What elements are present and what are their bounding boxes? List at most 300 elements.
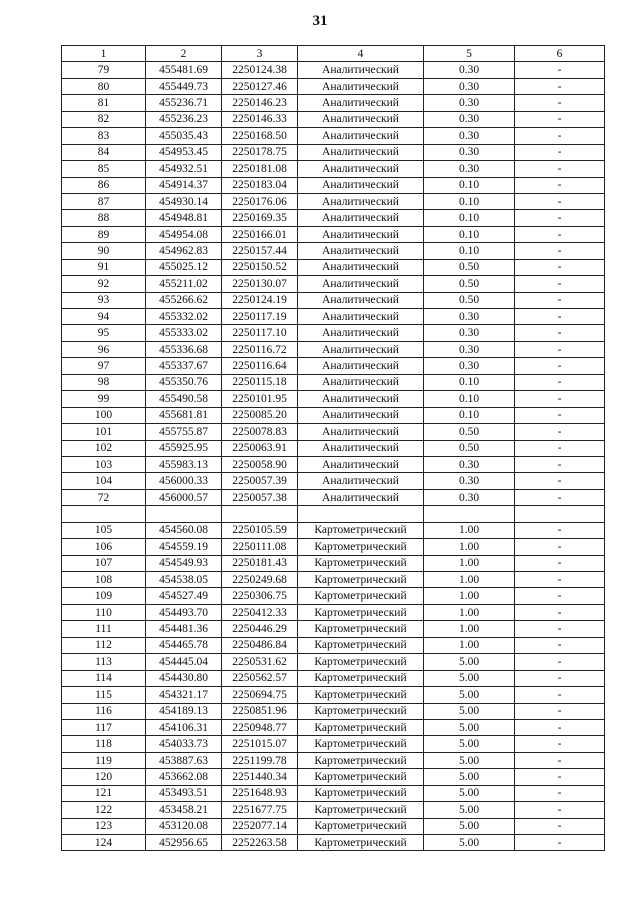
point-number-cell: 109 xyxy=(62,588,146,604)
header-row xyxy=(62,46,605,62)
table-row-empty xyxy=(62,506,605,522)
method-cell: Аналитический xyxy=(298,358,424,374)
y-coordinate-cell: 2250124.19 xyxy=(222,292,298,308)
accuracy-cell: 1.00 xyxy=(424,572,515,588)
y-coordinate-cell: 2250531.62 xyxy=(222,654,298,670)
method-cell: Аналитический xyxy=(298,341,424,357)
note-cell: - xyxy=(515,210,605,226)
note-cell: - xyxy=(515,95,605,111)
y-coordinate-cell: 2250446.29 xyxy=(222,621,298,637)
x-coordinate-cell: 454948.81 xyxy=(146,210,222,226)
accuracy-cell: 0.50 xyxy=(424,259,515,275)
table-row xyxy=(62,358,605,374)
method-cell: Аналитический xyxy=(298,111,424,127)
point-number-cell: 81 xyxy=(62,95,146,111)
point-number-cell: 107 xyxy=(62,555,146,571)
table-row xyxy=(62,572,605,588)
header-cell: 3 xyxy=(222,46,298,62)
table-row xyxy=(62,226,605,242)
x-coordinate-cell: 456000.57 xyxy=(146,489,222,505)
y-coordinate-cell: 2250851.96 xyxy=(222,703,298,719)
point-number-cell: 96 xyxy=(62,341,146,357)
x-coordinate-cell: 454445.04 xyxy=(146,654,222,670)
note-cell: - xyxy=(515,522,605,538)
table-row xyxy=(62,736,605,752)
method-cell: Аналитический xyxy=(298,309,424,325)
method-cell: Картометрический xyxy=(298,654,424,670)
note-cell: - xyxy=(515,177,605,193)
point-number-cell: 91 xyxy=(62,259,146,275)
table-row xyxy=(62,637,605,653)
y-coordinate-cell: 2250058.90 xyxy=(222,456,298,472)
accuracy-cell: 1.00 xyxy=(424,555,515,571)
accuracy-cell: 5.00 xyxy=(424,654,515,670)
note-cell: - xyxy=(515,128,605,144)
point-number-cell: 82 xyxy=(62,111,146,127)
table-row xyxy=(62,440,605,456)
y-coordinate-cell: 2250105.59 xyxy=(222,522,298,538)
method-cell: Аналитический xyxy=(298,177,424,193)
note-cell: - xyxy=(515,539,605,555)
note-cell: - xyxy=(515,621,605,637)
accuracy-cell: 1.00 xyxy=(424,621,515,637)
note-cell: - xyxy=(515,374,605,390)
point-number-cell: 101 xyxy=(62,424,146,440)
method-cell: Аналитический xyxy=(298,210,424,226)
table-row xyxy=(62,407,605,423)
note-cell: - xyxy=(515,687,605,703)
x-coordinate-cell: 453458.21 xyxy=(146,802,222,818)
point-number-cell xyxy=(62,506,146,522)
note-cell: - xyxy=(515,637,605,653)
accuracy-cell: 0.30 xyxy=(424,111,515,127)
point-number-cell: 88 xyxy=(62,210,146,226)
point-number-cell: 118 xyxy=(62,736,146,752)
accuracy-cell: 0.10 xyxy=(424,210,515,226)
accuracy-cell: 0.50 xyxy=(424,276,515,292)
table-row xyxy=(62,604,605,620)
table-row xyxy=(62,555,605,571)
y-coordinate-cell: 2251677.75 xyxy=(222,802,298,818)
table-row xyxy=(62,687,605,703)
point-number-cell: 106 xyxy=(62,539,146,555)
y-coordinate-cell: 2250562.57 xyxy=(222,670,298,686)
y-coordinate-cell: 2251440.34 xyxy=(222,769,298,785)
table-row xyxy=(62,473,605,489)
accuracy-cell: 0.10 xyxy=(424,407,515,423)
y-coordinate-cell: 2250150.52 xyxy=(222,259,298,275)
accuracy-cell: 5.00 xyxy=(424,703,515,719)
y-coordinate-cell: 2250057.39 xyxy=(222,473,298,489)
accuracy-cell: 0.30 xyxy=(424,473,515,489)
note-cell xyxy=(515,506,605,522)
y-coordinate-cell: 2250117.19 xyxy=(222,309,298,325)
point-number-cell: 121 xyxy=(62,785,146,801)
note-cell: - xyxy=(515,818,605,834)
table-row xyxy=(62,456,605,472)
table-row xyxy=(62,802,605,818)
x-coordinate-cell: 455481.69 xyxy=(146,62,222,78)
point-number-cell: 124 xyxy=(62,835,146,851)
accuracy-cell: 0.30 xyxy=(424,62,515,78)
point-number-cell: 111 xyxy=(62,621,146,637)
note-cell: - xyxy=(515,424,605,440)
note-cell: - xyxy=(515,785,605,801)
accuracy-cell: 0.30 xyxy=(424,456,515,472)
note-cell: - xyxy=(515,161,605,177)
y-coordinate-cell: 2251199.78 xyxy=(222,752,298,768)
y-coordinate-cell: 2252077.14 xyxy=(222,818,298,834)
accuracy-cell: 0.50 xyxy=(424,292,515,308)
x-coordinate-cell: 455755.87 xyxy=(146,424,222,440)
method-cell: Картометрический xyxy=(298,818,424,834)
method-cell: Картометрический xyxy=(298,522,424,538)
note-cell: - xyxy=(515,111,605,127)
table-row xyxy=(62,309,605,325)
point-number-cell: 83 xyxy=(62,128,146,144)
method-cell xyxy=(298,506,424,522)
x-coordinate-cell: 455350.76 xyxy=(146,374,222,390)
note-cell: - xyxy=(515,325,605,341)
note-cell: - xyxy=(515,670,605,686)
accuracy-cell: 1.00 xyxy=(424,637,515,653)
method-cell: Картометрический xyxy=(298,785,424,801)
x-coordinate-cell: 455236.23 xyxy=(146,111,222,127)
note-cell: - xyxy=(515,572,605,588)
y-coordinate-cell: 2250169.35 xyxy=(222,210,298,226)
point-number-cell: 80 xyxy=(62,78,146,94)
table-row xyxy=(62,539,605,555)
x-coordinate-cell: 454954.08 xyxy=(146,226,222,242)
point-number-cell: 110 xyxy=(62,604,146,620)
note-cell: - xyxy=(515,835,605,851)
y-coordinate-cell: 2250130.07 xyxy=(222,276,298,292)
y-coordinate-cell: 2250115.18 xyxy=(222,374,298,390)
note-cell: - xyxy=(515,654,605,670)
accuracy-cell: 0.30 xyxy=(424,128,515,144)
y-coordinate-cell: 2250157.44 xyxy=(222,243,298,259)
table-row xyxy=(62,177,605,193)
y-coordinate-cell: 2250486.84 xyxy=(222,637,298,653)
point-number-cell: 72 xyxy=(62,489,146,505)
note-cell: - xyxy=(515,489,605,505)
point-number-cell: 79 xyxy=(62,62,146,78)
method-cell: Картометрический xyxy=(298,769,424,785)
note-cell: - xyxy=(515,555,605,571)
note-cell: - xyxy=(515,309,605,325)
point-number-cell: 122 xyxy=(62,802,146,818)
point-number-cell: 95 xyxy=(62,325,146,341)
table-row xyxy=(62,670,605,686)
note-cell: - xyxy=(515,144,605,160)
accuracy-cell: 0.10 xyxy=(424,226,515,242)
accuracy-cell: 0.10 xyxy=(424,193,515,209)
note-cell: - xyxy=(515,276,605,292)
x-coordinate-cell: 455449.73 xyxy=(146,78,222,94)
accuracy-cell: 5.00 xyxy=(424,752,515,768)
point-number-cell: 115 xyxy=(62,687,146,703)
accuracy-cell: 5.00 xyxy=(424,736,515,752)
y-coordinate-cell: 2252263.58 xyxy=(222,835,298,851)
table-row xyxy=(62,78,605,94)
method-cell: Картометрический xyxy=(298,835,424,851)
table-row xyxy=(62,276,605,292)
note-cell: - xyxy=(515,456,605,472)
method-cell: Аналитический xyxy=(298,292,424,308)
accuracy-cell: 5.00 xyxy=(424,835,515,851)
y-coordinate-cell xyxy=(222,506,298,522)
accuracy-cell: 0.30 xyxy=(424,144,515,160)
y-coordinate-cell: 2250117.10 xyxy=(222,325,298,341)
accuracy-cell: 0.50 xyxy=(424,424,515,440)
y-coordinate-cell: 2250078.83 xyxy=(222,424,298,440)
x-coordinate-cell: 454559.19 xyxy=(146,539,222,555)
point-number-cell: 84 xyxy=(62,144,146,160)
x-coordinate-cell: 454560.08 xyxy=(146,522,222,538)
x-coordinate-cell: 455236.71 xyxy=(146,95,222,111)
point-number-cell: 119 xyxy=(62,752,146,768)
accuracy-cell: 0.10 xyxy=(424,177,515,193)
y-coordinate-cell: 2250181.43 xyxy=(222,555,298,571)
accuracy-cell xyxy=(424,506,515,522)
accuracy-cell: 5.00 xyxy=(424,719,515,735)
x-coordinate-cell: 454538.05 xyxy=(146,572,222,588)
x-coordinate-cell: 453662.08 xyxy=(146,769,222,785)
x-coordinate-cell: 454481.36 xyxy=(146,621,222,637)
y-coordinate-cell: 2250111.08 xyxy=(222,539,298,555)
point-number-cell: 112 xyxy=(62,637,146,653)
accuracy-cell: 0.30 xyxy=(424,325,515,341)
point-number-cell: 104 xyxy=(62,473,146,489)
x-coordinate-cell: 455337.67 xyxy=(146,358,222,374)
method-cell: Аналитический xyxy=(298,424,424,440)
table-row xyxy=(62,785,605,801)
method-cell: Аналитический xyxy=(298,128,424,144)
y-coordinate-cell: 2250183.04 xyxy=(222,177,298,193)
method-cell: Аналитический xyxy=(298,440,424,456)
y-coordinate-cell: 2250249.68 xyxy=(222,572,298,588)
table-row xyxy=(62,654,605,670)
x-coordinate-cell: 453493.51 xyxy=(146,785,222,801)
x-coordinate-cell: 454930.14 xyxy=(146,193,222,209)
table-row xyxy=(62,128,605,144)
table-row xyxy=(62,489,605,505)
point-number-cell: 85 xyxy=(62,161,146,177)
method-cell: Картометрический xyxy=(298,572,424,588)
method-cell: Аналитический xyxy=(298,473,424,489)
table-row xyxy=(62,325,605,341)
coordinates-table xyxy=(61,45,605,851)
point-number-cell: 90 xyxy=(62,243,146,259)
accuracy-cell: 0.30 xyxy=(424,161,515,177)
method-cell: Картометрический xyxy=(298,621,424,637)
accuracy-cell: 5.00 xyxy=(424,769,515,785)
point-number-cell: 99 xyxy=(62,391,146,407)
y-coordinate-cell: 2250101.95 xyxy=(222,391,298,407)
point-number-cell: 114 xyxy=(62,670,146,686)
x-coordinate-cell: 455490.58 xyxy=(146,391,222,407)
accuracy-cell: 0.30 xyxy=(424,489,515,505)
point-number-cell: 102 xyxy=(62,440,146,456)
note-cell: - xyxy=(515,259,605,275)
x-coordinate-cell: 455332.02 xyxy=(146,309,222,325)
y-coordinate-cell: 2250178.75 xyxy=(222,144,298,160)
point-number-cell: 103 xyxy=(62,456,146,472)
method-cell: Картометрический xyxy=(298,539,424,555)
x-coordinate-cell: 455333.02 xyxy=(146,325,222,341)
method-cell: Аналитический xyxy=(298,144,424,160)
note-cell: - xyxy=(515,752,605,768)
note-cell: - xyxy=(515,358,605,374)
method-cell: Картометрический xyxy=(298,736,424,752)
page-number: 31 xyxy=(312,13,328,29)
accuracy-cell: 5.00 xyxy=(424,785,515,801)
accuracy-cell: 5.00 xyxy=(424,670,515,686)
method-cell: Аналитический xyxy=(298,407,424,423)
table-header xyxy=(62,46,605,62)
x-coordinate-cell: 454430.80 xyxy=(146,670,222,686)
y-coordinate-cell: 2250085.20 xyxy=(222,407,298,423)
x-coordinate-cell: 454493.70 xyxy=(146,604,222,620)
x-coordinate-cell: 454932.51 xyxy=(146,161,222,177)
method-cell: Аналитический xyxy=(298,193,424,209)
method-cell: Аналитический xyxy=(298,95,424,111)
y-coordinate-cell: 2250057.38 xyxy=(222,489,298,505)
method-cell: Аналитический xyxy=(298,226,424,242)
table-row xyxy=(62,259,605,275)
y-coordinate-cell: 2251648.93 xyxy=(222,785,298,801)
accuracy-cell: 0.30 xyxy=(424,309,515,325)
note-cell: - xyxy=(515,703,605,719)
note-cell: - xyxy=(515,292,605,308)
table-row xyxy=(62,835,605,851)
table-row xyxy=(62,621,605,637)
note-cell: - xyxy=(515,391,605,407)
header-cell: 4 xyxy=(298,46,424,62)
accuracy-cell: 1.00 xyxy=(424,522,515,538)
x-coordinate-cell: 455035.43 xyxy=(146,128,222,144)
x-coordinate-cell: 454033.73 xyxy=(146,736,222,752)
accuracy-cell: 0.10 xyxy=(424,374,515,390)
method-cell: Картометрический xyxy=(298,555,424,571)
x-coordinate-cell: 454465.78 xyxy=(146,637,222,653)
accuracy-cell: 0.30 xyxy=(424,78,515,94)
y-coordinate-cell: 2250948.77 xyxy=(222,719,298,735)
x-coordinate-cell: 455266.62 xyxy=(146,292,222,308)
note-cell: - xyxy=(515,802,605,818)
method-cell: Картометрический xyxy=(298,588,424,604)
point-number-cell: 87 xyxy=(62,193,146,209)
header-cell: 6 xyxy=(515,46,605,62)
y-coordinate-cell: 2250412.33 xyxy=(222,604,298,620)
method-cell: Картометрический xyxy=(298,802,424,818)
method-cell: Аналитический xyxy=(298,62,424,78)
point-number-cell: 105 xyxy=(62,522,146,538)
x-coordinate-cell: 454914.37 xyxy=(146,177,222,193)
y-coordinate-cell: 2250116.64 xyxy=(222,358,298,374)
y-coordinate-cell: 2250063.91 xyxy=(222,440,298,456)
note-cell: - xyxy=(515,473,605,489)
method-cell: Картометрический xyxy=(298,670,424,686)
x-coordinate-cell: 455925.95 xyxy=(146,440,222,456)
table-row xyxy=(62,424,605,440)
method-cell: Аналитический xyxy=(298,259,424,275)
note-cell: - xyxy=(515,341,605,357)
point-number-cell: 98 xyxy=(62,374,146,390)
x-coordinate-cell: 455983.13 xyxy=(146,456,222,472)
table-row xyxy=(62,243,605,259)
method-cell: Аналитический xyxy=(298,391,424,407)
y-coordinate-cell: 2250116.72 xyxy=(222,341,298,357)
point-number-cell: 86 xyxy=(62,177,146,193)
x-coordinate-cell: 454321.17 xyxy=(146,687,222,703)
method-cell: Аналитический xyxy=(298,456,424,472)
method-cell: Аналитический xyxy=(298,489,424,505)
table-row xyxy=(62,703,605,719)
note-cell: - xyxy=(515,193,605,209)
accuracy-cell: 0.30 xyxy=(424,341,515,357)
table-body xyxy=(62,62,605,851)
accuracy-cell: 0.30 xyxy=(424,95,515,111)
y-coordinate-cell: 2250127.46 xyxy=(222,78,298,94)
point-number-cell: 94 xyxy=(62,309,146,325)
method-cell: Аналитический xyxy=(298,78,424,94)
y-coordinate-cell: 2251015.07 xyxy=(222,736,298,752)
method-cell: Картометрический xyxy=(298,719,424,735)
point-number-cell: 93 xyxy=(62,292,146,308)
x-coordinate-cell: 452956.65 xyxy=(146,835,222,851)
table-row xyxy=(62,292,605,308)
accuracy-cell: 0.10 xyxy=(424,243,515,259)
y-coordinate-cell: 2250146.33 xyxy=(222,111,298,127)
method-cell: Картометрический xyxy=(298,687,424,703)
note-cell: - xyxy=(515,588,605,604)
y-coordinate-cell: 2250694.75 xyxy=(222,687,298,703)
table-row xyxy=(62,769,605,785)
note-cell: - xyxy=(515,62,605,78)
point-number-cell: 108 xyxy=(62,572,146,588)
x-coordinate-cell: 454106.31 xyxy=(146,719,222,735)
x-coordinate-cell xyxy=(146,506,222,522)
table-row xyxy=(62,161,605,177)
point-number-cell: 116 xyxy=(62,703,146,719)
accuracy-cell: 5.00 xyxy=(424,818,515,834)
table-row xyxy=(62,588,605,604)
accuracy-cell: 0.30 xyxy=(424,358,515,374)
note-cell: - xyxy=(515,243,605,259)
accuracy-cell: 5.00 xyxy=(424,687,515,703)
x-coordinate-cell: 455681.81 xyxy=(146,407,222,423)
table-row xyxy=(62,193,605,209)
table-row xyxy=(62,374,605,390)
note-cell: - xyxy=(515,719,605,735)
x-coordinate-cell: 455025.12 xyxy=(146,259,222,275)
accuracy-cell: 1.00 xyxy=(424,539,515,555)
x-coordinate-cell: 456000.33 xyxy=(146,473,222,489)
header-cell: 1 xyxy=(62,46,146,62)
x-coordinate-cell: 453120.08 xyxy=(146,818,222,834)
accuracy-cell: 0.10 xyxy=(424,391,515,407)
table-row xyxy=(62,341,605,357)
method-cell: Аналитический xyxy=(298,276,424,292)
x-coordinate-cell: 454189.13 xyxy=(146,703,222,719)
point-number-cell: 97 xyxy=(62,358,146,374)
table-row xyxy=(62,818,605,834)
point-number-cell: 113 xyxy=(62,654,146,670)
note-cell: - xyxy=(515,736,605,752)
y-coordinate-cell: 2250181.08 xyxy=(222,161,298,177)
method-cell: Аналитический xyxy=(298,161,424,177)
